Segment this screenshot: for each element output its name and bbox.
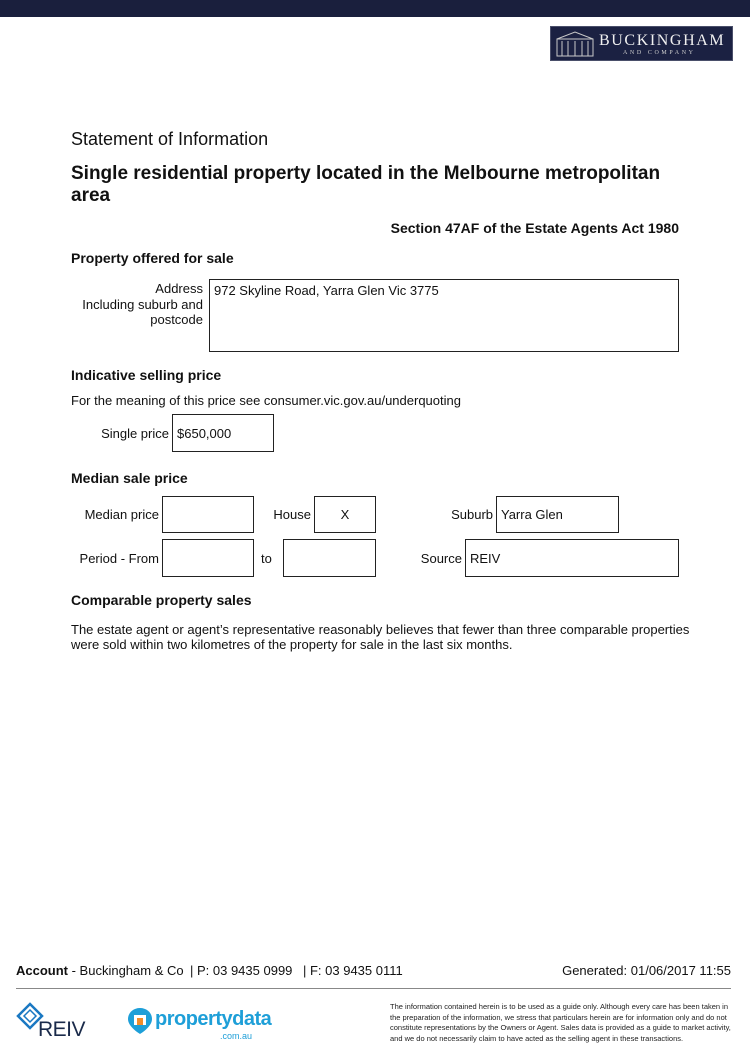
suburb-field <box>496 496 619 533</box>
house-field <box>314 496 376 533</box>
address-label-line3: postcode <box>150 312 203 327</box>
account-label: Account <box>16 963 68 978</box>
suburb-value: Yarra Glen <box>501 507 563 522</box>
suburb-label: Suburb <box>451 507 493 522</box>
address-field <box>209 279 679 352</box>
reiv-text: REIV <box>38 1018 86 1041</box>
buckingham-logo <box>550 26 733 61</box>
single-price-field <box>172 414 274 452</box>
document-heading: Single residential property located in the Melbourne metropolitan area <box>71 163 661 206</box>
period-from-label: Period - From <box>79 551 159 566</box>
source-field <box>465 539 679 577</box>
footer-disclaimer: The information contained herein is to be used as a guide only. Although every care has been taken in the preparation of the information, we stress that particulars herein are for information only and do not constitute representations by the Owners or Agent. Sales data is provided as a guide to market activity, and we do not necessarily claim to have acted as the selling agent in these transactions. <box>390 1002 731 1043</box>
house-value: X <box>340 507 350 522</box>
single-price-value: $650,000 <box>177 425 232 441</box>
single-price-label: Single price <box>101 426 169 441</box>
indicative-meaning-text: For the meaning of this price see consumer.vic.gov.au/underquoting <box>71 393 461 408</box>
address-label-line1: Address <box>155 281 203 296</box>
propertydata-logo <box>125 1004 272 1044</box>
comparable-text-line2: were sold within two kilometres of the property for sale in the last six months. <box>71 637 513 652</box>
propertydata-pin-icon <box>125 1006 155 1036</box>
median-section-title: Median sale price <box>71 470 188 486</box>
period-to-field <box>283 539 376 577</box>
house-label: House <box>273 507 311 522</box>
comparable-text <box>71 622 711 652</box>
footer-divider <box>16 988 731 989</box>
building-icon <box>555 30 595 58</box>
footer-phone: | P: 03 9435 0999 <box>190 963 293 978</box>
footer-generated: Generated: 01/06/2017 11:55 <box>562 963 731 978</box>
period-from-field <box>162 539 254 577</box>
address-value: 972 Skyline Road, Yarra Glen Vic 3775 <box>214 283 439 298</box>
propertydata-text: propertydata <box>155 1008 272 1030</box>
indicative-section-title: Indicative selling price <box>71 367 222 383</box>
top-bar <box>0 0 750 17</box>
source-label: Source <box>420 551 462 566</box>
propertydata-domain: .com.au <box>220 1031 253 1041</box>
footer-account <box>16 963 184 978</box>
brand-sub: AND COMPANY <box>623 50 696 56</box>
property-section-title: Property offered for sale <box>71 250 234 266</box>
section-reference: Section 47AF of the Estate Agents Act 1980 <box>390 220 679 236</box>
brand-name: BUCKINGHAM <box>599 32 726 49</box>
address-label <box>60 281 203 328</box>
median-price-field <box>162 496 254 533</box>
comparable-section-title: Comparable property sales <box>71 592 252 608</box>
source-value: REIV <box>470 550 501 566</box>
address-label-line2: Including suburb and <box>82 296 203 312</box>
median-price-label: Median price <box>84 507 159 522</box>
account-value: - Buckingham & Co <box>68 963 184 978</box>
period-to-label: to <box>261 551 272 566</box>
comparable-text-line1: The estate agent or agent’s representative reasonably believes that fewer than three comparable properties <box>71 622 690 637</box>
reiv-logo <box>16 1000 91 1044</box>
document-title: Statement of Information <box>71 129 269 149</box>
footer-fax: | F: 03 9435 0111 <box>303 963 403 978</box>
